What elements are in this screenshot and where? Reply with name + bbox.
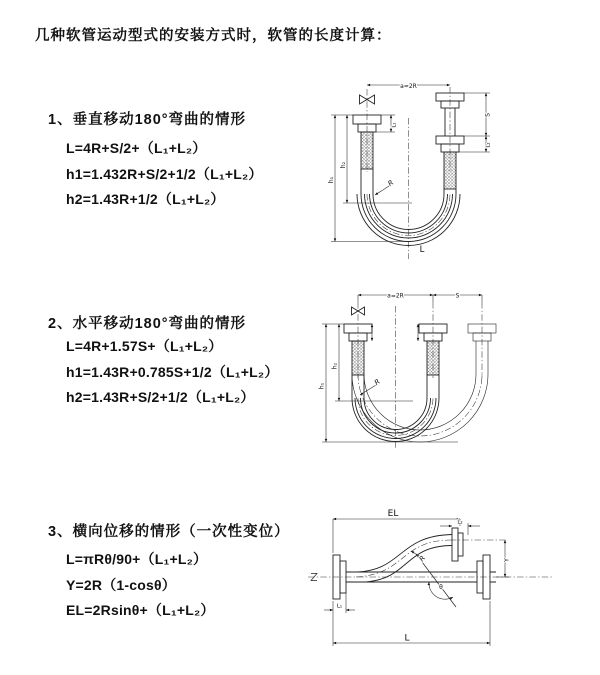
d2-dimensions bbox=[322, 292, 482, 442]
d3-label-el: EL bbox=[387, 509, 399, 519]
d3-label-l2: L₂ bbox=[457, 519, 463, 526]
section-1-formula-h2: h2=1.43R+1/2（L₁+L₂） bbox=[66, 191, 225, 207]
section-2-formula-h1: h1=1.43R+0.785S+1/2（L₁+L₂） bbox=[66, 364, 279, 380]
d3-dimensions bbox=[324, 519, 509, 646]
page-title: 几种软管运动型式的安装方式时，软管的长度计算： bbox=[35, 28, 392, 44]
d3-label-l: L bbox=[404, 633, 410, 644]
d1-label-s: S bbox=[484, 113, 492, 117]
d2-left-pipe bbox=[344, 324, 372, 398]
section-1-formula-h1: h1=1.432R+S/2+1/2（L₁+L₂） bbox=[66, 166, 263, 182]
d3-label-r: R bbox=[417, 554, 428, 564]
d1-label-h1: h₁ bbox=[328, 176, 335, 184]
section-1-heading: 1、垂直移动180°弯曲的情形 bbox=[48, 112, 247, 128]
d3-labels bbox=[337, 509, 511, 644]
d2-label-s: S bbox=[455, 292, 460, 300]
diagram-lateral-displacement bbox=[300, 495, 595, 660]
diagram-vertical-180-bend bbox=[305, 68, 590, 263]
section-3-heading: 3、横向位移的情形（一次性变位） bbox=[48, 524, 290, 540]
d1-label-l2: L₂ bbox=[485, 142, 492, 148]
d2-middle-pipe bbox=[419, 324, 447, 398]
section-3-formula-EL: EL=2Rsinθ+（L₁+L₂） bbox=[66, 602, 215, 618]
d1-label-l: L bbox=[419, 245, 425, 255]
section-2-formula-L: L=4R+1.57S+（L₁+L₂） bbox=[66, 338, 223, 354]
diagram-horizontal-180-bend bbox=[310, 282, 595, 462]
d2-label-h2: h₂ bbox=[331, 362, 339, 370]
d1-label-a2r: a=2R bbox=[400, 82, 417, 90]
d2-label-h1: h₁ bbox=[318, 382, 326, 390]
d1-right-pipe bbox=[436, 93, 464, 194]
section-2-heading: 2、水平移动180°弯曲的情形 bbox=[48, 316, 247, 332]
section-3-formula-L: L=πRθ/90+（L₁+L₂） bbox=[66, 551, 208, 567]
d3-centerlines bbox=[308, 540, 552, 577]
d1-label-r: R bbox=[386, 178, 396, 189]
d2-label-a2r: a=2R bbox=[387, 292, 404, 300]
d3-upper-right-flange bbox=[452, 528, 463, 561]
d1-dimensions bbox=[331, 82, 490, 242]
d3-label-theta: θ bbox=[439, 584, 443, 591]
d2-label-r: R bbox=[373, 377, 382, 388]
d3-label-y: Y bbox=[503, 558, 511, 562]
d3-label-l1: L₁ bbox=[336, 603, 343, 610]
section-3-formula-Y: Y=2R（1-cosθ） bbox=[66, 577, 176, 593]
d1-label-h2: h₂ bbox=[340, 161, 347, 169]
section-1-formula-L: L=4R+S/2+（L₁+L₂） bbox=[66, 140, 207, 156]
section-2-formula-h2: h2=1.43R+S/2+1/2（L₁+L₂） bbox=[66, 389, 255, 405]
d1-label-l1: L₁ bbox=[391, 122, 398, 128]
